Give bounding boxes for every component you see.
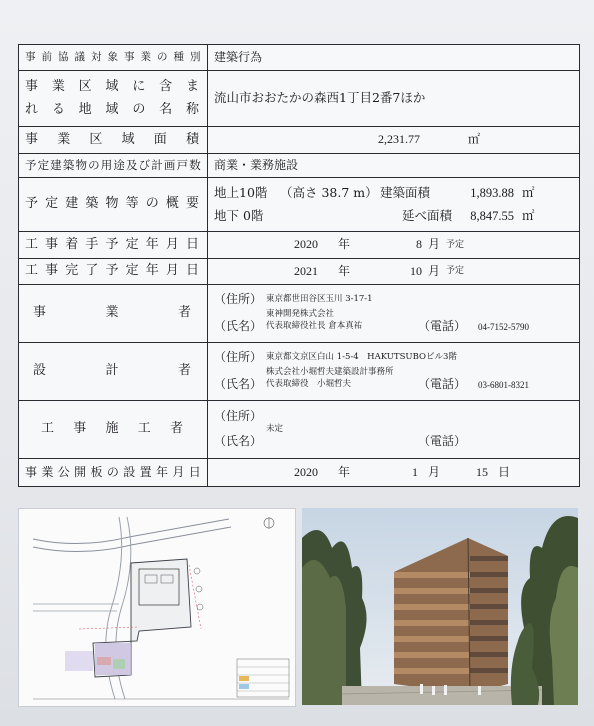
- row-label-building-overview: [19, 178, 208, 232]
- table-row: [19, 45, 580, 71]
- label-text: 工事着手予定年月日: [25, 236, 201, 252]
- floor-area-value: 8,847.55: [470, 209, 514, 223]
- label-text: 工事完了予定年月日: [25, 263, 201, 279]
- table-row: [19, 343, 580, 401]
- row-label-area-name: [19, 71, 208, 127]
- name-label: （氏名）: [214, 434, 263, 449]
- row-label-board-date: [19, 459, 208, 487]
- label-text-line1: 事業区域に含ま: [25, 78, 201, 94]
- address-label: （住所）: [214, 349, 263, 364]
- row-value-start-date: [208, 232, 580, 259]
- label-text: 工事施工者: [41, 421, 185, 437]
- label-text: 事業者: [33, 305, 193, 321]
- table-row: [19, 401, 580, 459]
- row-value-board-date: [208, 459, 580, 487]
- address-value: 東京都世田谷区玉川 3-17-1: [266, 293, 373, 304]
- area-unit: ㎡: [468, 132, 481, 147]
- row-label-project-type: [19, 45, 208, 71]
- value-text: 商業・業務施設: [214, 157, 299, 172]
- start-note: 予定: [446, 239, 465, 250]
- tel-label: （電話）: [418, 319, 467, 334]
- label-text: 事業区域面積: [25, 131, 201, 147]
- row-label-business-operator: [19, 285, 208, 343]
- board-month: 1: [412, 464, 418, 479]
- start-year: 2020: [294, 237, 318, 252]
- building-height: （高さ 38.7 m）: [280, 184, 378, 200]
- table-row: [19, 232, 580, 259]
- table-row: [19, 259, 580, 285]
- row-label-contractor: [19, 401, 208, 459]
- row-label-start-date: [19, 232, 208, 259]
- row-value-building-use: [208, 154, 580, 178]
- value-text: 建築行為: [214, 49, 263, 64]
- address-label: （住所）: [214, 408, 263, 423]
- row-value-contractor: [208, 401, 580, 459]
- completion-month: 10: [410, 263, 422, 278]
- label-text: 設計者: [33, 363, 193, 379]
- undecided-note: 未定: [266, 423, 284, 434]
- table-row: [19, 285, 580, 343]
- tel-label: （電話）: [418, 434, 467, 449]
- row-value-area-name: [208, 71, 580, 127]
- company-name: 東神開発株式会社: [266, 308, 335, 319]
- building-area-value: 1,893.88: [470, 185, 514, 200]
- site-plan-drawing: [18, 508, 296, 707]
- table-row: [19, 154, 580, 178]
- company-name: 株式会社小堀哲夫建築設計事務所: [266, 366, 394, 377]
- table-row: [19, 71, 580, 127]
- completion-year: 2021: [294, 263, 318, 278]
- completion-year-unit: 年: [338, 263, 351, 278]
- rendering-svg: [302, 508, 578, 705]
- row-value-project-type: [208, 45, 580, 71]
- building-area-unit: ㎡: [522, 184, 535, 200]
- below-ground-floors: 地下 0階: [214, 208, 264, 223]
- building-rendering: [302, 508, 578, 705]
- label-text-line2: れる地域の名称: [25, 101, 201, 117]
- board-month-unit: 月: [428, 464, 441, 479]
- label-text: 事前協議対象事業の種別: [25, 51, 201, 64]
- row-value-area-size: [208, 127, 580, 154]
- floor-area-unit: ㎡: [522, 208, 535, 223]
- address-label: （住所）: [214, 291, 263, 306]
- row-value-business-operator: [208, 285, 580, 343]
- name-label: （氏名）: [214, 377, 263, 392]
- table-row: [19, 459, 580, 487]
- name-value: 代表取締役社長 倉本真祐: [266, 321, 363, 332]
- board-year: 2020: [294, 464, 318, 479]
- tel-value: 03-6801-8321: [478, 380, 529, 391]
- board-day: 15: [476, 464, 488, 479]
- project-info-table: [18, 44, 580, 487]
- row-label-area-size: [19, 127, 208, 154]
- name-value: 代表取締役 小堀哲夫: [266, 379, 352, 390]
- area-value: 2,231.77: [378, 132, 420, 147]
- tel-value: 04-7152-5790: [478, 322, 529, 333]
- row-value-completion-date: [208, 259, 580, 285]
- row-value-designer: [208, 343, 580, 401]
- label-text: 事業公開板の設置年月日: [25, 464, 201, 479]
- completion-note: 予定: [446, 266, 465, 277]
- start-month: 8: [416, 237, 422, 252]
- label-text: 予定建築物の用途及び計画戸数: [25, 157, 201, 172]
- completion-month-unit: 月: [428, 263, 441, 278]
- table-row: [19, 178, 580, 232]
- row-label-building-use: [19, 154, 208, 178]
- row-label-completion-date: [19, 259, 208, 285]
- name-label: （氏名）: [214, 319, 263, 334]
- above-ground-floors: 地上10階: [214, 184, 268, 200]
- row-value-building-overview: [208, 178, 580, 232]
- board-year-unit: 年: [338, 464, 351, 479]
- start-month-unit: 月: [428, 237, 441, 252]
- label-text: 予定建築物等の概要: [25, 196, 201, 212]
- address-value: 東京都文京区白山 1-5-4 HAKUTSUBOビル3階: [266, 351, 457, 362]
- board-day-unit: 日: [498, 464, 511, 479]
- floor-area-label: 延べ面積: [401, 208, 452, 223]
- start-year-unit: 年: [338, 237, 351, 252]
- value-text: 流山市おおたかの森西1丁目2番7ほか: [214, 90, 426, 106]
- row-label-designer: [19, 343, 208, 401]
- table-row: [19, 127, 580, 154]
- site-plan-svg: [19, 509, 295, 706]
- building-area-label: 建築面積: [380, 184, 431, 200]
- tel-label: （電話）: [418, 377, 467, 392]
